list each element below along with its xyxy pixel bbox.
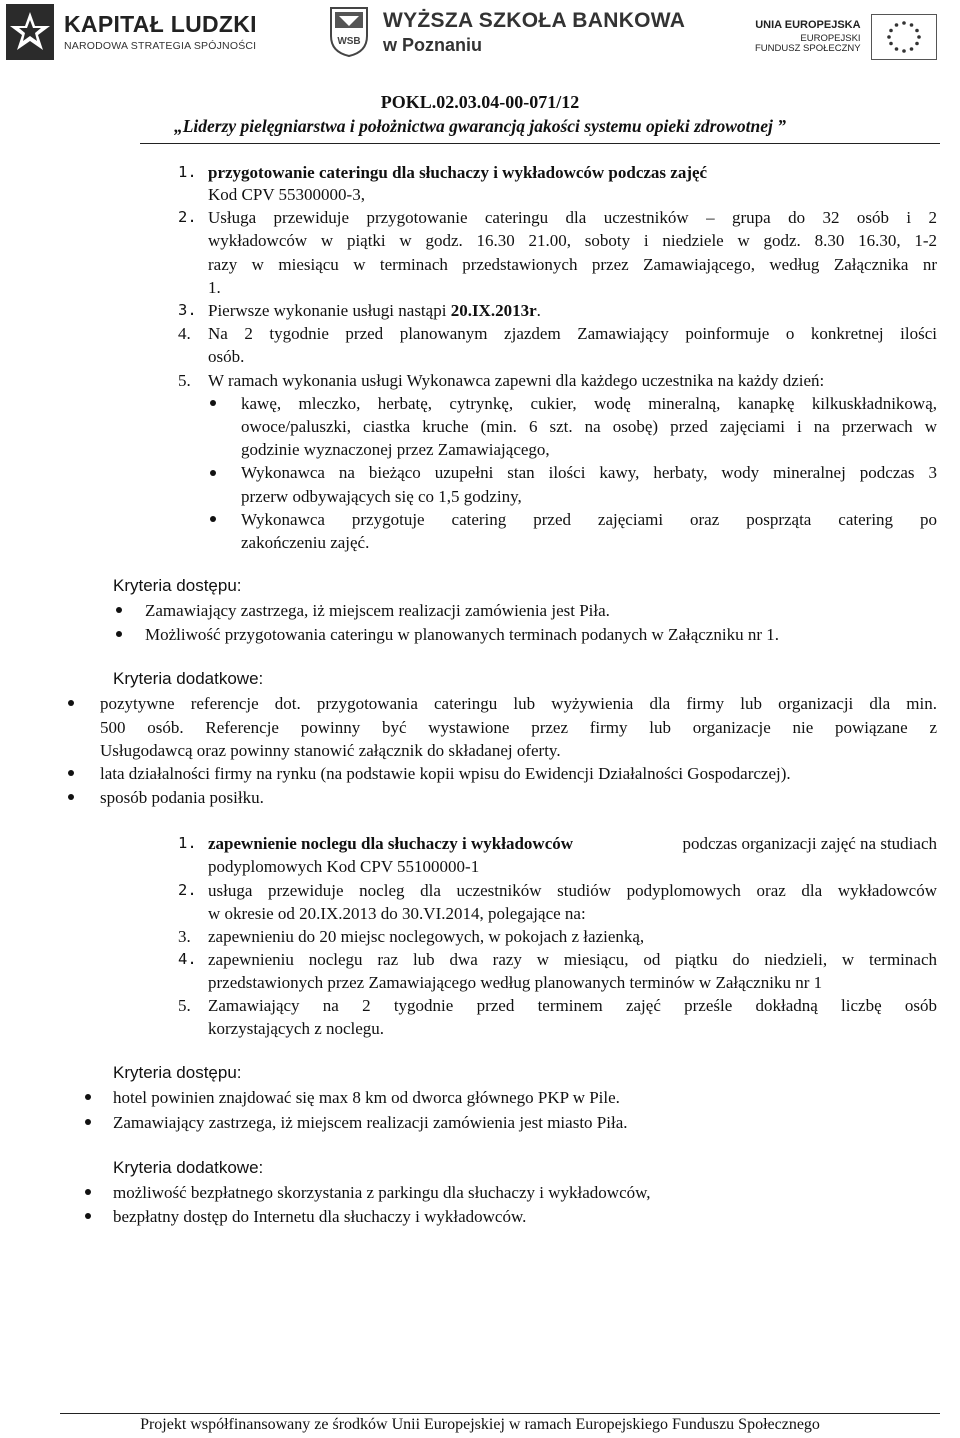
footer-divider <box>60 1413 940 1414</box>
project-code: POKL.02.03.04-00-071/12 <box>380 92 580 112</box>
wsb-title: WYŻSZA SZKOŁA BANKOWA <box>383 9 686 32</box>
lodging-item-4-line-1: zapewnieniu noclegu raz lub dwa razy w miesiącu, od piątku do niedzieli, w terminach <box>208 950 937 969</box>
catering-item-5-number: 5. <box>178 371 191 390</box>
kapital-ludzki-title: KAPITAŁ LUDZKI <box>64 10 257 37</box>
lodging-access-2: Zamawiający zastrzega, iż miejscem realizacji zamówienia jest miasto Piła. <box>113 1113 628 1132</box>
eu-line2: EUROPEJSKI <box>800 33 861 45</box>
catering-item-2-line-2: wykładowców w piątki w godz. 16.30 21.00, soboty i niedziele w godz. 8.30 16.30, 1-2 <box>208 231 937 250</box>
catering-item-2-line-3: razy w miesiącu w terminach przedstawionych przez Zamawiającego, według Załącznika nr <box>208 255 937 274</box>
lodging-extra-1: możliwość bezpłatnego skorzystania z parkingu dla słuchaczy i wykładowców, <box>113 1183 651 1202</box>
catering-item-4-number: 4. <box>178 324 191 343</box>
bullet-icon <box>116 631 122 637</box>
catering-item-2-line-4: 1. <box>208 278 221 297</box>
lodging-item-4-line-2: przedstawionych przez Zamawiającego według planowanych terminów w Załączniku nr 1 <box>208 973 823 992</box>
lodging-access-heading: Kryteria dostępu: <box>113 1063 242 1082</box>
wsb-subtitle: w Poznaniu <box>383 35 482 55</box>
catering-item-1-title <box>208 162 707 183</box>
catering-item-1-cpv: Kod CPV 55300000-3, <box>208 185 365 204</box>
catering-item-3-number: 3. <box>178 301 197 319</box>
catering-sub-3-line-1: Wykonawca przygotuje catering przed zajęciami oraz posprząta catering po <box>241 510 937 529</box>
catering-item-3-end: . <box>536 301 541 320</box>
eu-flag-icon <box>871 14 937 60</box>
catering-item-2-line-1: Usługa przewiduje przygotowanie cateringu dla uczestników – grupa do 32 osób i 2 <box>208 208 937 227</box>
bullet-icon <box>210 400 216 406</box>
catering-item-4-line-2: osób. <box>208 347 245 366</box>
lodging-item-2-line-1: usługa przewiduje nocleg dla uczestników studiów podyplomowych oraz dla wykładowców <box>208 881 937 900</box>
bullet-icon <box>210 516 216 522</box>
bullet-icon <box>85 1189 91 1195</box>
bullet-icon <box>85 1094 91 1100</box>
catering-extra-1-line-1: pozytywne referencje dot. przygotowania cateringu lub wyżywienia dla firmy lub organizacji dla min. <box>100 694 937 713</box>
project-title: „Liderzy pielęgniarstwa i położnictwa gwarancją jakości systemu opieki zdrowotnej ” <box>173 116 787 136</box>
lodging-item-3: zapewnieniu do 20 miejsc noclegowych, w pokojach z łazienką, <box>208 927 645 946</box>
kapital-ludzki-emblem-icon <box>6 4 54 60</box>
header-divider <box>140 143 940 144</box>
page-header <box>0 0 960 90</box>
bullet-icon <box>210 470 216 476</box>
lodging-item-1-rest: podczas organizacji zajęć na studiach <box>682 834 937 853</box>
lodging-extra-2: bezpłatny dostęp do Internetu dla słuchaczy i wykładowców. <box>113 1207 527 1226</box>
lodging-item-5-number: 5. <box>178 996 191 1015</box>
catering-item-4-line-1: Na 2 tygodnie przed planowanym zjazdem Zamawiający poinformuje o konkretnej ilości <box>208 324 937 343</box>
catering-access-2: Możliwość przygotowania cateringu w planowanych terminach podanych w Załączniku nr 1. <box>145 625 779 644</box>
catering-extra-3: sposób podania posiłku. <box>100 788 264 807</box>
eu-title: UNIA EUROPEJSKA <box>755 18 861 31</box>
catering-extra-2: lata działalności firmy na rynku (na podstawie kopii wpisu do Ewidencji Działalności Gospodarczej). <box>100 764 791 783</box>
catering-item-3-date: 20.IX.2013r <box>450 301 537 320</box>
bullet-icon <box>68 770 74 776</box>
lodging-item-4-number: 4. <box>178 950 197 968</box>
lodging-item-5-line-2: korzystających z noclegu. <box>208 1019 385 1038</box>
lodging-item-5-line-1: Zamawiający na 2 tygodnie przed terminem zajęć prześle dokładną liczbę osób <box>208 996 937 1015</box>
lodging-item-3-number: 3. <box>178 927 191 946</box>
bullet-icon <box>85 1213 91 1219</box>
lodging-item-1-number: 1. <box>178 834 197 852</box>
catering-item-1-number: 1. <box>178 163 197 181</box>
kapital-ludzki-logo <box>6 4 257 60</box>
catering-item-5-line-1: W ramach wykonania usługi Wykonawca zapewni dla każdego uczestnika na każdy dzień: <box>208 371 825 390</box>
lodging-extra-heading: Kryteria dodatkowe: <box>113 1158 264 1177</box>
lodging-item-1-line-2: podyplomowych Kod CPV 55100000-1 <box>208 857 480 876</box>
catering-item-2-number: 2. <box>178 208 197 226</box>
wsb-logo <box>329 6 685 58</box>
catering-item-3-lead: Pierwsze wykonanie usługi nastąpi <box>208 301 447 320</box>
kapital-ludzki-subtitle: NARODOWA STRATEGIA SPÓJNOŚCI <box>64 39 257 52</box>
bullet-icon <box>68 794 74 800</box>
lodging-item-2-number: 2. <box>178 881 197 899</box>
catering-sub-1-line-3: godzinie wyznaczonej przez Zamawiającego, <box>241 440 550 459</box>
catering-access-1: Zamawiający zastrzega, iż miejscem realizacji zamówienia jest Piła. <box>145 601 610 620</box>
eu-logo <box>755 14 937 60</box>
lodging-item-2-line-2: w okresie od 20.IX.2013 do 30.VI.2014, polegające na: <box>208 904 586 923</box>
catering-sub-2-line-1: Wykonawca na bieżąco uzupełni stan ilości kawy, herbaty, wody mineralnej podczas 3 <box>241 463 937 482</box>
page-footer: Projekt współfinansowany ze środków Unii Europejskiej w ramach Europejskiego Funduszu Społecznego <box>140 1416 820 1433</box>
catering-item-1-title-text: przygotowanie cateringu dla słuchaczy i wykładowców podczas zajęć <box>208 163 708 182</box>
catering-sub-2-line-2: przerw odbywających się co 1,5 godziny, <box>241 487 522 506</box>
catering-extra-1-line-3: Usługodawcą oraz powinny stanowić załącznik do składanej oferty. <box>100 741 561 760</box>
catering-extra-heading: Kryteria dodatkowe: <box>113 669 264 688</box>
catering-access-heading: Kryteria dostępu: <box>113 576 242 595</box>
catering-sub-1-line-2: owoce/paluszki, ciastka kruche (min. 6 szt. na osobę) przed zajęciami i na przerwach w <box>241 417 937 436</box>
bullet-icon <box>116 607 122 613</box>
catering-sub-1-line-1: kawę, mleczko, herbatę, cytrynkę, cukier, wodę mineralną, kanapkę kilkuskładnikową, <box>241 394 937 413</box>
lodging-item-1-title: zapewnienie noclegu dla słuchaczy i wykładowców <box>208 834 574 853</box>
catering-extra-1-line-2: 500 osób. Referencje powinny być wystawione przez firmy lub organizacje nie powiązane z <box>100 718 937 737</box>
lodging-item-1-line-1 <box>208 833 937 854</box>
bullet-icon <box>85 1119 91 1125</box>
lodging-access-1: hotel powinien znajdować się max 8 km od dworca głównego PKP w Pile. <box>113 1088 620 1107</box>
bullet-icon <box>68 700 74 706</box>
catering-item-3-text <box>208 300 541 321</box>
eu-line3: FUNDUSZ SPOŁECZNY <box>755 43 861 55</box>
catering-sub-3-line-2: zakończeniu zajęć. <box>241 533 370 552</box>
wsb-mark-text: WSB <box>337 36 361 47</box>
wsb-emblem-icon <box>329 6 369 58</box>
